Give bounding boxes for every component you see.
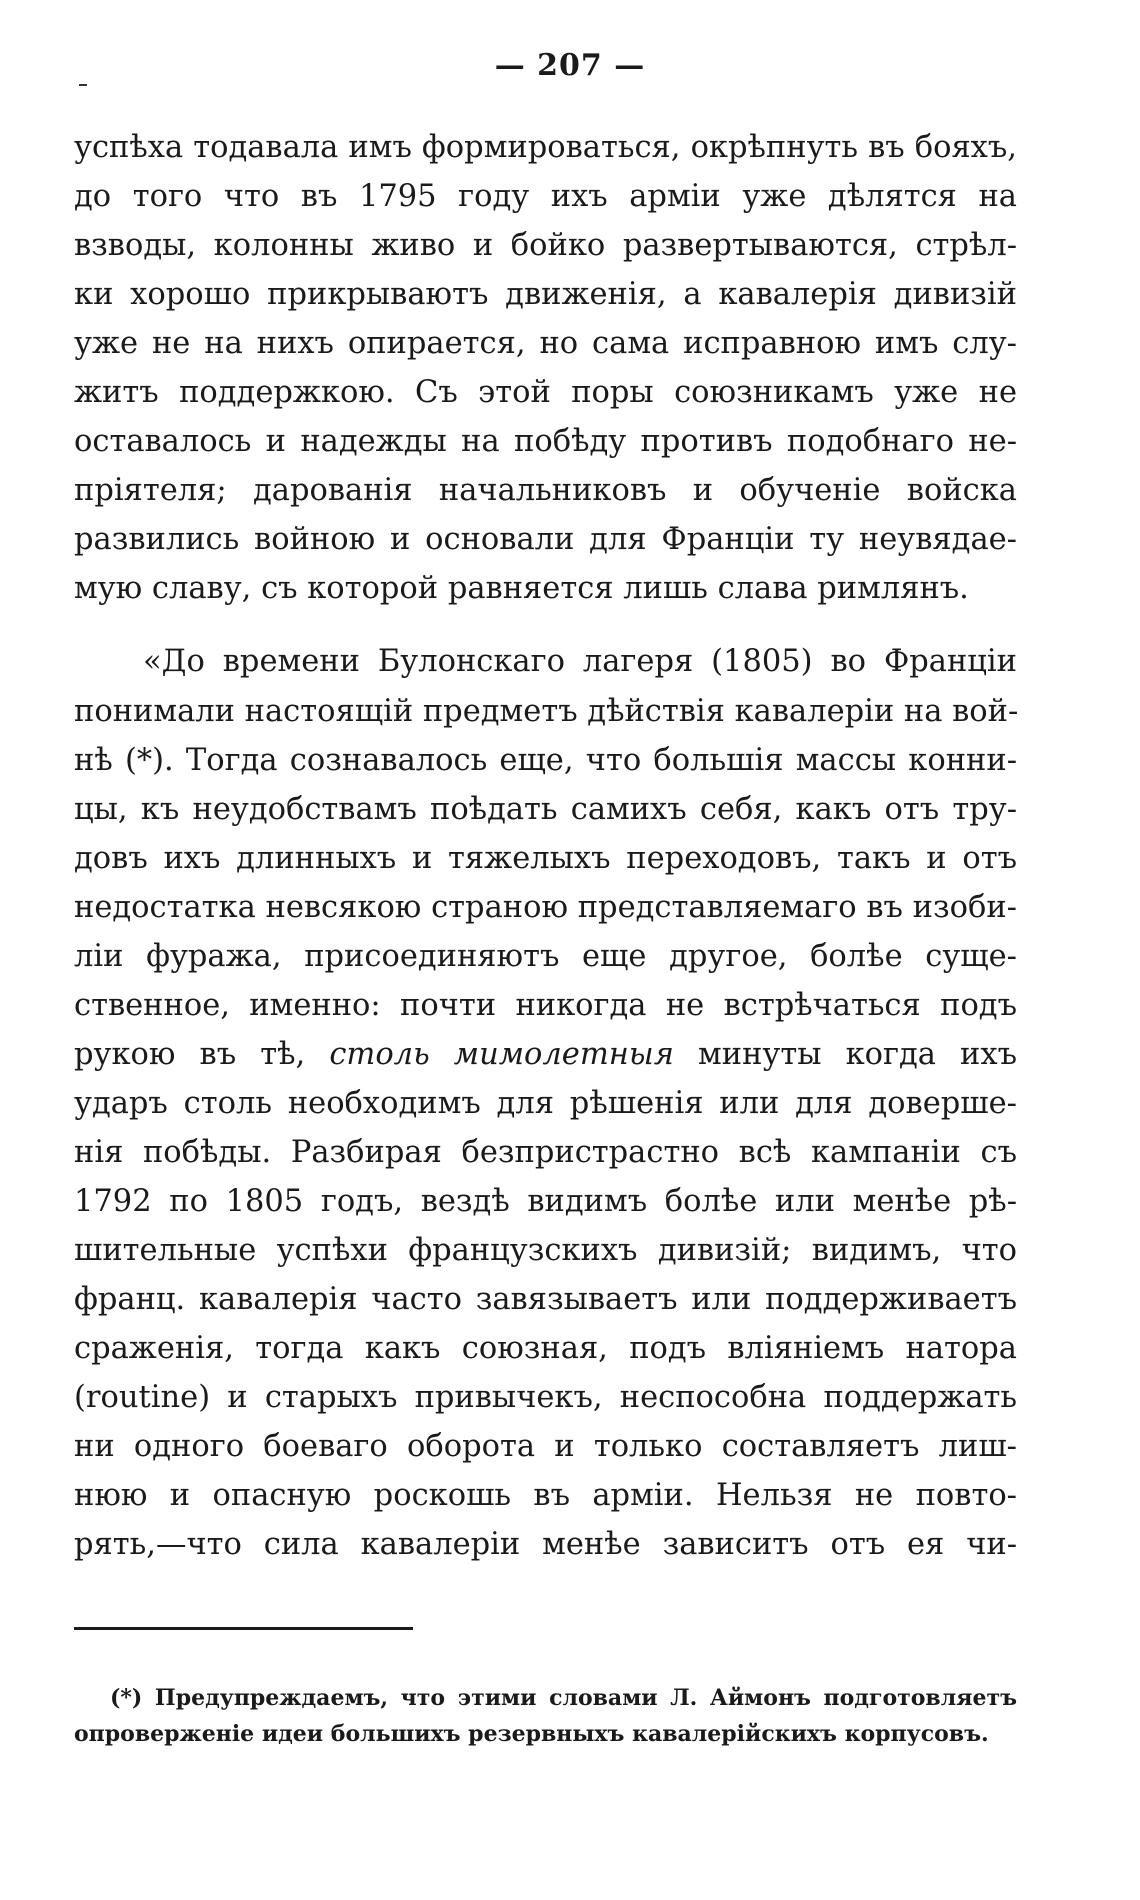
text-line: взводы, колонны живо и бойко развертываются, стрѣл- xyxy=(74,228,1017,263)
text-line: цы, къ неудобствамъ поѣдать самихъ себя, какъ отъ тру- xyxy=(74,792,1017,827)
footnote-line: опроверженіе идеи большихъ резервныхъ кавалерійскихъ корпусовъ. xyxy=(74,1721,989,1747)
text-line: недостатка невсякою страною представляемаго въ изоби- xyxy=(74,890,1017,925)
print-speck xyxy=(79,84,87,86)
page-number: — 207 — xyxy=(494,48,646,83)
footnote-line: (*) Предупреждаемъ, что этими словами Л. Аймонъ подготовляетъ xyxy=(110,1685,1017,1711)
text-line: ки хорошо прикрываютъ движенія, а кавалерія дивизій xyxy=(74,277,1017,312)
text-span: минуты когда ихъ xyxy=(698,1037,1017,1072)
text-line: до того что въ 1795 году ихъ арміи уже дѣлятся на xyxy=(74,179,1017,214)
text-line-with-italic xyxy=(74,1031,1017,1079)
text-line: «До времени Булонскаго лагеря (1805) во Франціи xyxy=(143,644,1017,679)
text-line: понимали настоящій предметъ дѣйствія кавалеріи на вой- xyxy=(74,694,1019,729)
text-span: рукою въ тѣ, xyxy=(74,1037,306,1072)
text-line: ни одного боеваго оборота и только составляетъ лиш- xyxy=(74,1429,1017,1464)
footnote-divider xyxy=(74,1627,413,1630)
text-line: житъ поддержкою. Съ этой поры союзникамъ уже не xyxy=(74,375,1017,410)
text-line: уже не на нихъ опирается, но сама исправною имъ слу- xyxy=(74,326,1017,361)
text-line: 1792 по 1805 годъ, вездѣ видимъ болѣе или менѣе рѣ- xyxy=(74,1184,1017,1219)
text-line: рять,—что сила кавалеріи менѣе зависитъ отъ ея чи- xyxy=(74,1527,1017,1562)
text-line: нѣ (*). Тогда сознавалось еще, что большія массы конни- xyxy=(74,743,1017,778)
text-line: сраженія, тогда какъ союзная, подъ вліяніемъ натора xyxy=(74,1331,1017,1366)
text-line: ліи фуража, присоединяютъ еще другое, болѣе суще- xyxy=(74,939,1017,974)
text-line: пріятеля; дарованія начальниковъ и обученіе войска xyxy=(74,473,1017,508)
text-line: франц. кавалерія часто завязываетъ или поддерживаетъ xyxy=(74,1282,1017,1317)
text-line: ударъ столь необходимъ для рѣшенія или для доверше- xyxy=(74,1086,1017,1121)
text-line: ственное, именно: почти никогда не встрѣчаться подъ xyxy=(74,988,1017,1023)
text-line: нія побѣды. Разбирая безпристрастно всѣ кампаніи съ xyxy=(74,1135,1017,1170)
text-line: шительные успѣхи французскихъ дивизій; видимъ, что xyxy=(74,1233,1017,1268)
text-line: нюю и опасную роскошь въ арміи. Нельзя не повто- xyxy=(74,1478,1017,1513)
text-line: довъ ихъ длинныхъ и тяжелыхъ переходовъ, такъ и отъ xyxy=(74,841,1017,876)
italic-emphasis: столь мимолетныя xyxy=(329,1037,674,1072)
text-line: (routine) и старыхъ привычекъ, неспособна поддержать xyxy=(74,1380,1017,1415)
text-line: мую славу, съ которой равняется лишь слава римлянъ. xyxy=(74,571,969,606)
text-line: успѣха тодавала имъ формироваться, окрѣпнуть въ бояхъ, xyxy=(74,130,1017,165)
text-line: оставалось и надежды на побѣду противъ подобнаго не- xyxy=(74,424,1017,459)
text-line: развились войною и основали для Франціи ту неувядае- xyxy=(74,522,1017,557)
